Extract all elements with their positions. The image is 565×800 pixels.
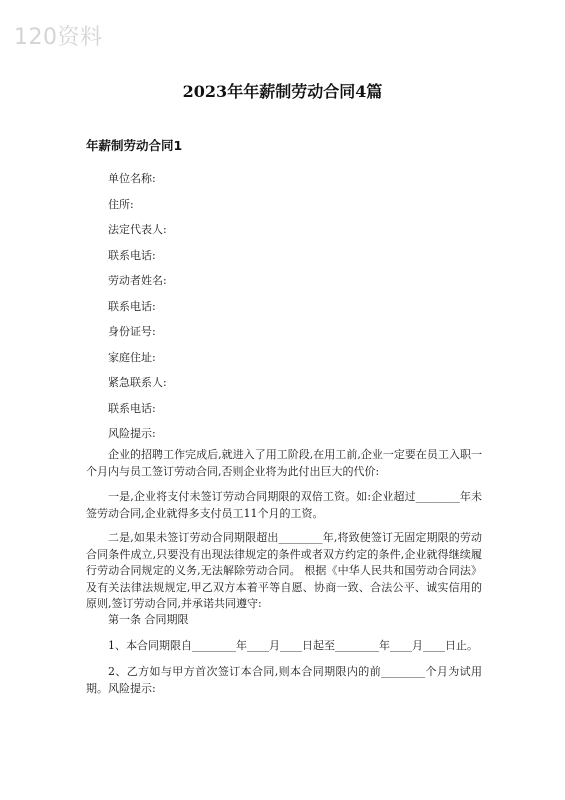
- field-risk-notice: 风险提示:: [108, 427, 156, 440]
- contract-fields-list: [108, 172, 167, 453]
- paragraph-first-consequence: 一是,企业将支付未签订劳动合同期限的双倍工资。如:企业超过________年未签劳动合同,企业就得多支付员工11个月的工资。: [86, 490, 482, 520]
- paragraph-intro: 企业的招聘工作完成后,就进入了用工阶段,在用工前,企业一定要在员工入职一个月内与员工签订劳动合同,否则企业将为此付出巨大的代价:: [86, 448, 482, 478]
- field-contact-phone-3: 联系电话:: [108, 401, 156, 415]
- field-worker-name: 劳动者姓名:: [108, 274, 167, 287]
- section-heading: 年薪制劳动合同1: [86, 138, 183, 153]
- field-legal-representative: 法定代表人:: [108, 223, 167, 236]
- field-contact-phone: 联系电话:: [108, 248, 156, 262]
- field-emergency-contact: 紧急联系人:: [108, 376, 167, 389]
- field-address: 住所:: [108, 197, 134, 211]
- field-id-number: 身份证号:: [108, 325, 156, 338]
- page-title: 2023年年薪制劳动合同4篇: [182, 82, 383, 101]
- article-one-heading: 第一条 合同期限: [108, 613, 189, 626]
- paragraph-second-consequence: 二是,如果未签订劳动合同期限超出________年,将致使签订无固定期限的劳动合同条件成立,只要没有出现法律规定的条件或者双方约定的条件,企业就得继续履行劳动合同规定的义务,无法解除劳动合同。 根据《中华人民共和国劳动合同法》及有关法律法规规定,甲乙双方本着平等自愿、协商一致、合法公平、诚实信用的原则,签订劳动合同,并承诺共同遵守:: [86, 531, 482, 610]
- article-one-clause-1: 1、本合同期限自________年____月____日起至________年____月____日止。: [108, 639, 478, 652]
- field-contact-phone-2: 联系电话:: [108, 299, 156, 313]
- field-company-name: 单位名称:: [108, 172, 156, 185]
- article-one-clause-2: 2、乙方如与甲方首次签订本合同,则本合同期限内的前________个月为试用期。风险提示:: [86, 665, 482, 695]
- field-home-address: 家庭住址:: [108, 350, 156, 364]
- watermark-logo: 120资料: [14, 25, 103, 50]
